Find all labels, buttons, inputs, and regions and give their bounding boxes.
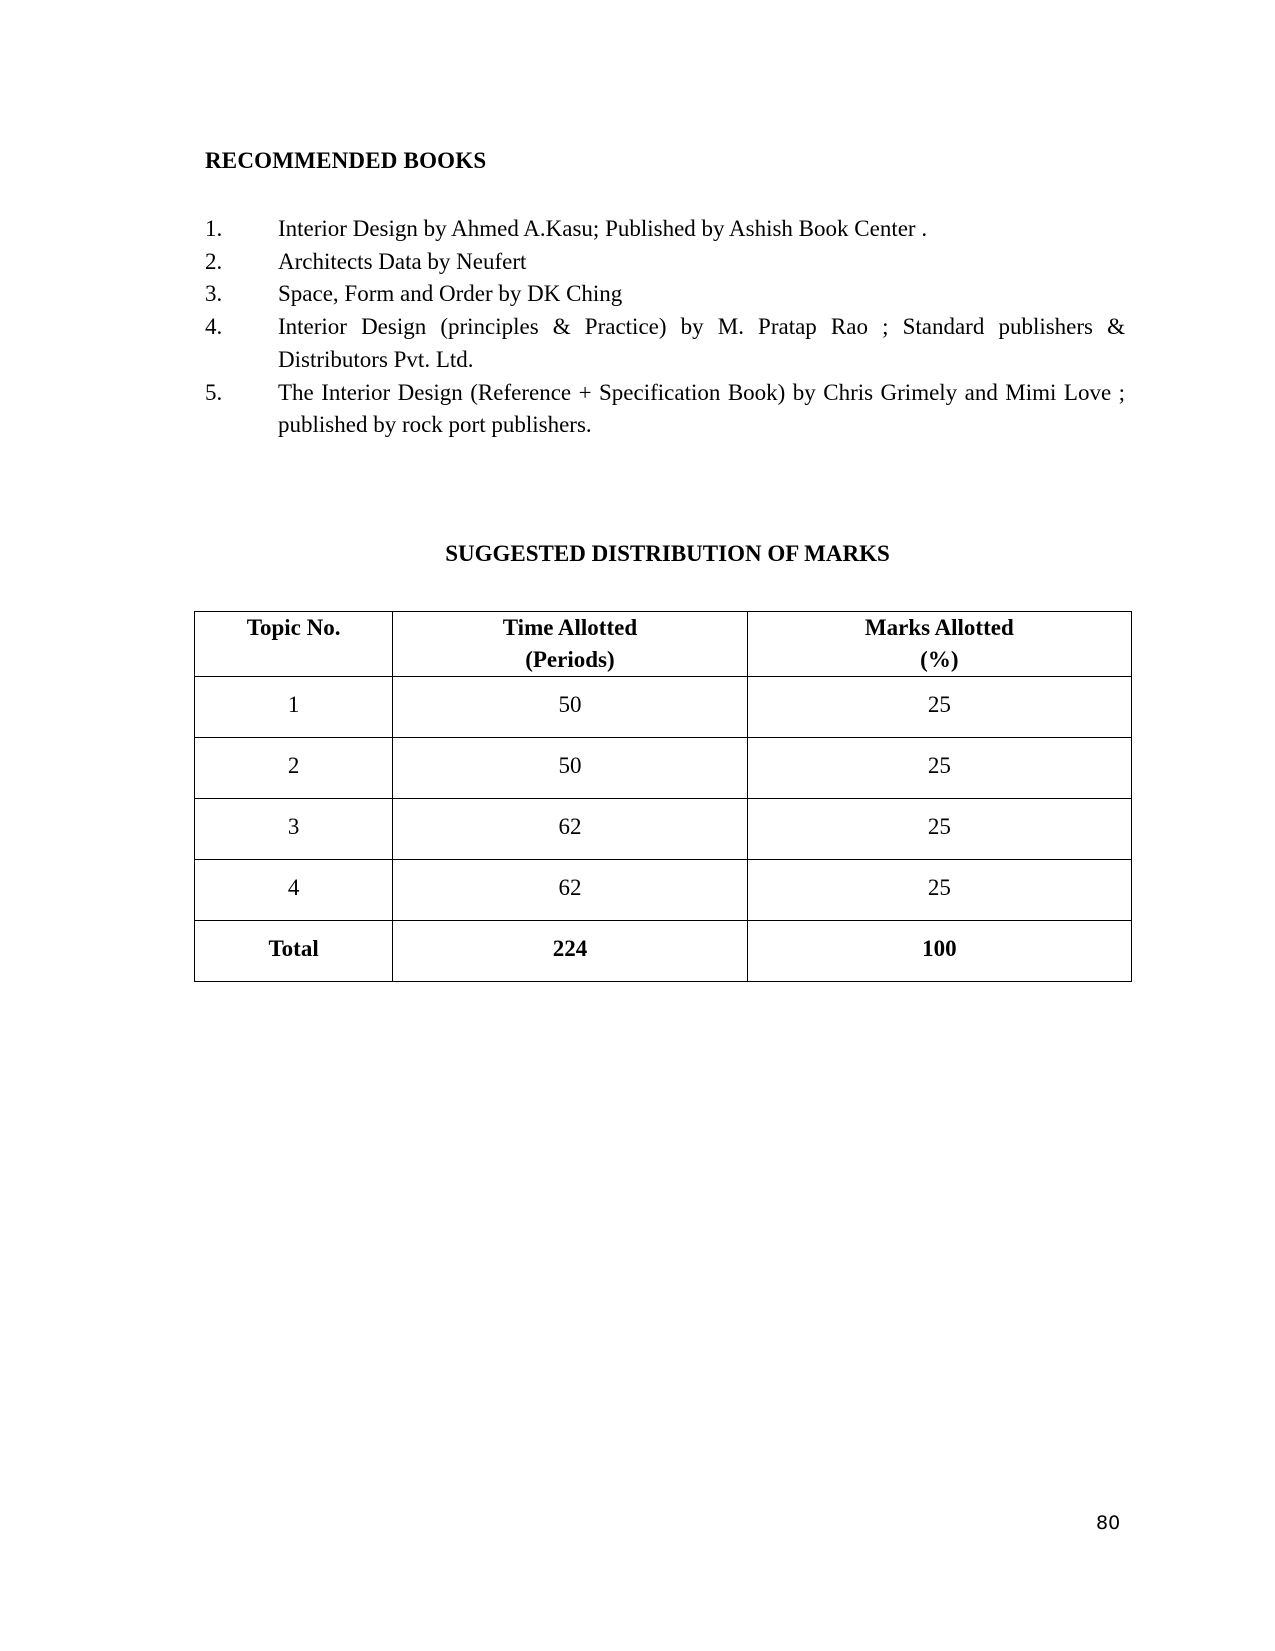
list-item-number: 5. — [205, 379, 223, 405]
header-topic-label: Topic No. — [246, 615, 341, 640]
marks-distribution-heading: SUGGESTED DISTRIBUTION OF MARKS — [445, 541, 890, 566]
marks-distribution-table — [194, 611, 1132, 982]
cell-total-label: Total — [195, 921, 393, 982]
list-item-text: Interior Design by Ahmed A.Kasu; Published by Ashish Book Center . — [278, 216, 928, 241]
table-row — [195, 860, 1132, 921]
list-item — [205, 311, 1125, 376]
header-marks-allotted — [747, 612, 1131, 677]
cell-time: 50 — [393, 738, 748, 799]
list-item — [205, 278, 1125, 311]
recommended-books-heading: RECOMMENDED BOOKS — [205, 148, 487, 173]
cell-topic: 2 — [195, 738, 393, 799]
cell-marks: 25 — [747, 677, 1131, 738]
cell-total-marks: 100 — [747, 921, 1131, 982]
table-row — [195, 738, 1132, 799]
header-time-label: Time Allotted — [502, 615, 638, 640]
list-item-number: 3. — [205, 281, 223, 307]
table-total-row — [195, 921, 1132, 982]
header-time-unit: (Periods) — [525, 647, 615, 672]
cell-topic: 1 — [195, 677, 393, 738]
list-item-number: 4. — [205, 314, 223, 340]
cell-marks: 25 — [747, 799, 1131, 860]
table-row — [195, 799, 1132, 860]
cell-time: 50 — [393, 677, 748, 738]
list-item — [205, 246, 1125, 279]
list-item-number: 1. — [205, 216, 223, 241]
cell-marks: 25 — [747, 860, 1131, 921]
cell-time: 62 — [393, 799, 748, 860]
list-item-text: The Interior Design (Reference + Specification Book) by Chris Grimely and Mimi Love ; published by rock port publishers. — [278, 379, 1125, 438]
cell-marks: 25 — [747, 738, 1131, 799]
list-item-text: Space, Form and Order by DK Ching — [278, 281, 623, 307]
recommended-books-list — [205, 213, 1125, 442]
list-item — [205, 213, 1125, 246]
list-item-number: 2. — [205, 248, 223, 274]
table-row — [195, 677, 1132, 738]
cell-time: 62 — [393, 860, 748, 921]
header-time-allotted — [393, 612, 748, 677]
table-header-row — [195, 612, 1132, 677]
page-number: 80 — [1096, 1512, 1121, 1534]
list-item — [205, 377, 1125, 442]
cell-topic: 3 — [195, 799, 393, 860]
list-item-text: Interior Design (principles & Practice) by M. Pratap Rao ; Standard publishers & Distributors Pvt. Ltd. — [278, 314, 1125, 372]
header-marks-label: Marks Allotted — [864, 615, 1014, 640]
header-marks-unit: (%) — [920, 647, 959, 672]
cell-topic: 4 — [195, 860, 393, 921]
header-topic-no — [195, 612, 393, 677]
list-item-text: Architects Data by Neufert — [278, 248, 527, 274]
cell-total-time: 224 — [393, 921, 748, 982]
